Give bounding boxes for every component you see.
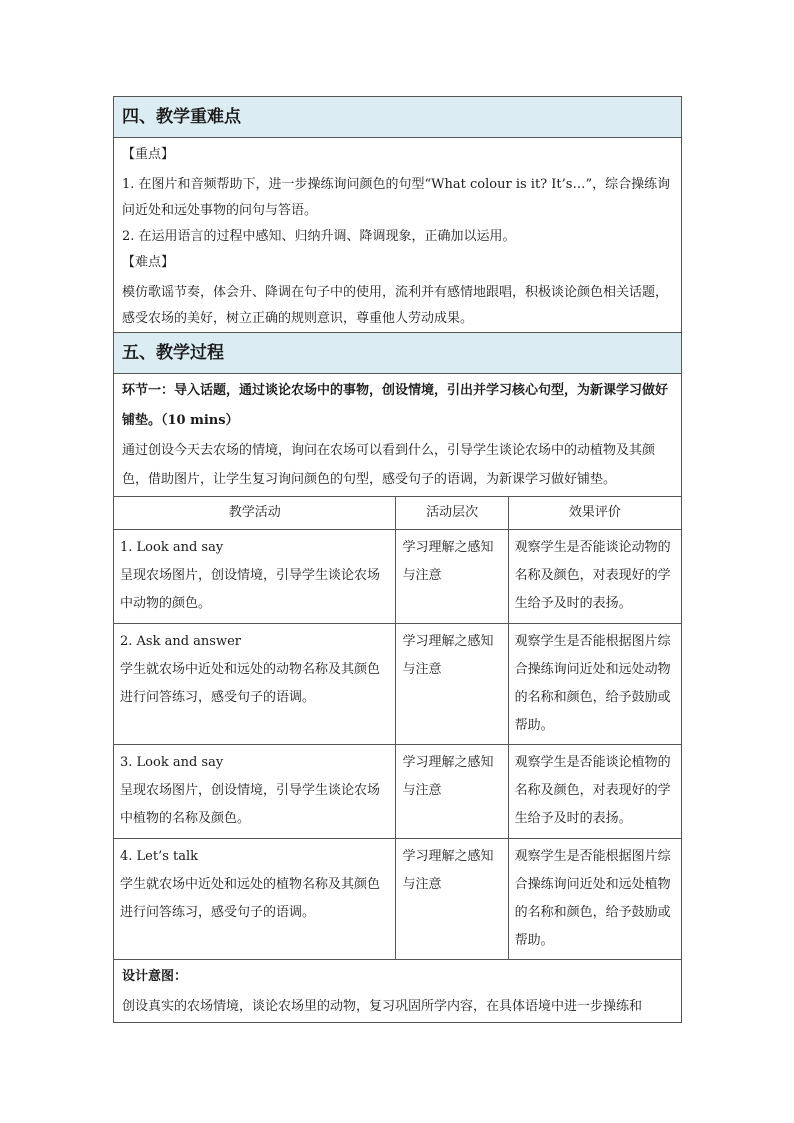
lesson-plan-frame (113, 96, 682, 1023)
evaluation-cell: 观察学生是否能根据图片综合操练询问近处和远处动物的名称和颜色，给予鼓励或帮助。 (508, 624, 681, 745)
design-intent-row (114, 960, 682, 1023)
step-1-heading: 环节一：导入话题，通过谈论农场中的事物，创设情境，引出并学习核心句型，为新课学习做好铺垫。（10 mins） (122, 383, 669, 428)
activity-cell (114, 745, 396, 839)
activity-table (113, 496, 682, 1023)
activity-desc: 呈现农场图片，创设情境，引导学生谈论农场中植物的名称及颜色。 (120, 783, 381, 826)
activity-title: 3. Look and say (120, 755, 224, 770)
activity-table-wrap (113, 496, 682, 1023)
level-cell: 学习理解之感知与注意 (396, 839, 508, 960)
section-5-title: 五、教学过程 (114, 332, 681, 374)
table-row (114, 745, 682, 839)
key-points-block (114, 138, 681, 332)
activity-cell (114, 530, 396, 624)
focus-item-1: 1. 在图片和音频帮助下，进一步操练询问颜色的句型“What colour is it? It’s…”，综合操练询问近处和远处事物的问句与答语。 (122, 177, 671, 218)
header-evaluation: 效果评价 (508, 497, 681, 530)
design-intent-label: 设计意图： (122, 969, 188, 984)
evaluation-cell: 观察学生是否能谈论植物的名称及颜色，对表现好的学生给予及时的表扬。 (508, 745, 681, 839)
level-cell: 学习理解之感知与注意 (396, 624, 508, 745)
activity-desc: 呈现农场图片，创设情境，引导学生谈论农场中动物的颜色。 (120, 568, 381, 611)
activity-title: 2. Ask and answer (120, 634, 242, 649)
design-intent-text: 创设真实的农场情境，谈论农场里的动物，复习巩固所学内容，在具体语境中进一步操练和 (122, 999, 643, 1014)
level-cell: 学习理解之感知与注意 (396, 745, 508, 839)
table-header-row (114, 497, 682, 530)
section-4-title: 四、教学重难点 (114, 97, 681, 138)
evaluation-cell: 观察学生是否能谈论动物的名称及颜色，对表现好的学生给予及时的表扬。 (508, 530, 681, 624)
difficulty-label: 【难点】 (122, 255, 175, 270)
table-row (114, 839, 682, 960)
activity-desc: 学生就农场中近处和远处的动物名称及其颜色进行问答练习，感受句子的语调。 (120, 662, 381, 705)
difficulty-text: 模仿歌谣节奏，体会升、降调在句子中的使用，流利并有感情地跟唱，积极谈论颜色相关话题，感受农场的美好，树立正确的规则意识，尊重他人劳动成果。 (122, 285, 669, 326)
activity-cell (114, 839, 396, 960)
design-intent-cell (114, 960, 682, 1023)
activity-cell (114, 624, 396, 745)
table-row (114, 624, 682, 745)
activity-title: 1. Look and say (120, 540, 224, 555)
level-cell: 学习理解之感知与注意 (396, 530, 508, 624)
evaluation-cell: 观察学生是否能根据图片综合操练询问近处和远处植物的名称和颜色，给予鼓励或帮助。 (508, 839, 681, 960)
activity-desc: 学生就农场中近处和远处的植物名称及其颜色进行问答练习，感受句子的语调。 (120, 877, 381, 920)
header-activity: 教学活动 (114, 497, 396, 530)
table-row (114, 530, 682, 624)
header-level: 活动层次 (396, 497, 508, 530)
focus-label: 【重点】 (122, 147, 175, 162)
step-1-block (114, 374, 681, 496)
activity-title: 4. Let’s talk (120, 849, 199, 864)
focus-item-2: 2. 在运用语言的过程中感知、归纳升调、降调现象，正确加以运用。 (122, 229, 516, 244)
step-1-text: 通过创设今天去农场的情境，询问在农场可以看到什么，引导学生谈论农场中的动植物及其颜色，借助图片，让学生复习询问颜色的句型，感受句子的语调，为新课学习做好铺垫。 (122, 443, 656, 487)
